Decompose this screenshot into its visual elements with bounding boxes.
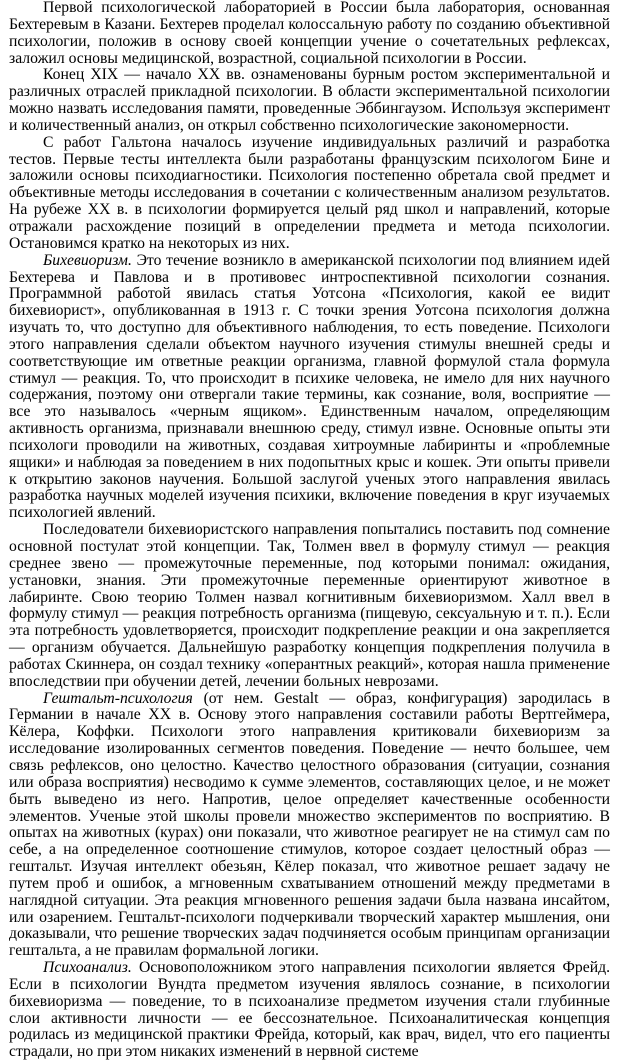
paragraph-text: С работ Гальтона началось изучение индивидуальных различий и разработка тестов. Первые тесты интеллекта были разработаны французским психологом Бине и заложили основы психодиагностики. Психология постепенно обретала свой предмет и объективные методы исследования в сочетании с количественным анализом результатов. На рубеже XX в. в психологии формируется целый ряд школ и направлений, которые отражали расхождение позиций в определении предмета и метода психологии. Остановимся кратко на некоторых из них. bbox=[9, 133, 610, 252]
paragraph-laboratory bbox=[9, 0, 610, 67]
paragraph-lead: Психоанализ. bbox=[43, 959, 132, 977]
paragraph-text: Конец XIX — начало XX вв. ознаменованы бурным ростом экспериментальной и различных отраслей прикладной психологии. В области экспериментальной психологии можно назвать исследования памяти, проведенные Эббингаузом. Используя эксперимент и количественный анализ, он открыл собственно психологические закономерности. bbox=[9, 66, 610, 134]
paragraph-text: Первой психологической лабораторией в России была лаборатория, основанная Бехтеревым в Казани. Бехтерев проделал колоссальную работу по созданию объективной психологии, положив в основу своей концепции учение о сочетательных рефлексах, заложил основы медицинской, возрастной, социальной психологии в России. bbox=[9, 0, 610, 67]
paragraph-behaviorism bbox=[9, 253, 610, 523]
paragraph-experimental bbox=[9, 67, 610, 134]
paragraph-gestalt bbox=[9, 691, 610, 961]
paragraph-psychoanalysis bbox=[9, 960, 610, 1061]
paragraph-text: (от нем. Gestalt — образ, конфигурация) зародилась в Германии в начале XX в. Основу этого направления составили работы Вертгеймера, Кёлера, Коффки. Психологи этого направления критиковали бихевиоризм за исследование изолированных сегментов поведения. Поведение — нечто большее, чем связь рефлексов, оно целостно. Качество целостного образования (ситуации, сознания или образа восприятия) несводимо к сумме элементов, составляющих целое, и не может быть выведено из него. Напротив, целое определяет качественные особенности элементов. Ученые этой школы провели множество экспериментов по восприятию. В опытах на животных (курах) они показали, что животное реагирует не на стимул сам по себе, а на определенное соотношение стимулов, которое создает целостный образ — гештальт. Изучая интеллект обезьян, Кёлер показал, что животное решает задачу не путем проб и ошибок, а мгновенным схватыванием отношений между предметами в наглядной ситуации. Эта реакция мгновенного решения задачи была названа инсайтом, или озарением. Гештальт-психологи подчеркивали творческий характер мышления, они доказывали, что решение творческих задач подчиняется особым принципам организации гештальта, а не правилам формальной логики. bbox=[9, 689, 610, 960]
paragraph-text: Это течение возникло в американской психологии под влиянием идей Бехтерева и Павлова и в противовес интроспективной психологии сознания. Программной работой явилась статья Уотсона «Психология, какой ее видит бихевиорист», опубликованная в 1913 г. С точки зрения Уотсона психология должна изучать то, что доступно для объективного наблюдения, то есть поведение. Психологи этого направления сделали объектом научного изучения стимулы внешней среды и соответствующие им ответные реакции организма, главной формулой стала формула стимул — реакция. То, что происходит в психике человека, не имело для них научного содержания, поэтому они отвергали такие термины, как сознание, воля, восприятие — все это называлось «черным ящиком». Единственным началом, определяющим активность организма, признавали внешнюю среду, стимул извне. Основные опыты эти психологи проводили на животных, создавая хитроумные лабиринты и «проблемные ящики» и наблюдая за поведением в них подопытных крыс и кошек. Эти опыты привели к открытию законов научения. Большой заслугой ученых этого направления явилась разработка научных моделей изучения психики, включение поведения в круг изучаемых психологией явлений. bbox=[9, 251, 610, 522]
paragraph-text: Последователи бихевиористского направления попытались поставить под сомнение основной постулат этой концепции. Так, Толмен ввел в формулу стимул — реакция среднее звено — промежуточные переменные, под которыми понимал: ожидания, установки, знания. Эти промежуточные переменные ориентируют животное в лабиринте. Свою теорию Толмен назвал когнитивным бихевиоризмом. Халл ввел в формулу стимул — реакция потребность организма (пищевую, сексуальную и т. п.). Если эта потребность удовлетворяется, происходит подкрепление реакции и она закрепляется — организм обучается. Дальнейшую разработку концепция подкрепления получила в работах Скиннера, он создал технику «оперантных реакций», которая нашла применение впоследствии при обучении детей, лечении больных неврозами. bbox=[9, 521, 610, 690]
paragraph-galton bbox=[9, 135, 610, 253]
paragraph-text: Основоположником этого направления психологии является Фрейд. Если в психологии Вундта предметом изучения являлось сознание, в психологии бихевиоризма — поведение, то в психоанализе предметом изучения стали глубинные слои активности личности — ее бессознательное. Психоаналитическая концепция родилась из медицинской практики Фрейда, который, как врач, видел, что его пациенты страдали, но при этом никаких изменений в нервной системе bbox=[9, 959, 610, 1061]
paragraph-lead: Бихевиоризм. bbox=[43, 251, 132, 269]
paragraph-lead: Гештальт-психология bbox=[43, 689, 193, 707]
paragraph-followers bbox=[9, 522, 610, 690]
